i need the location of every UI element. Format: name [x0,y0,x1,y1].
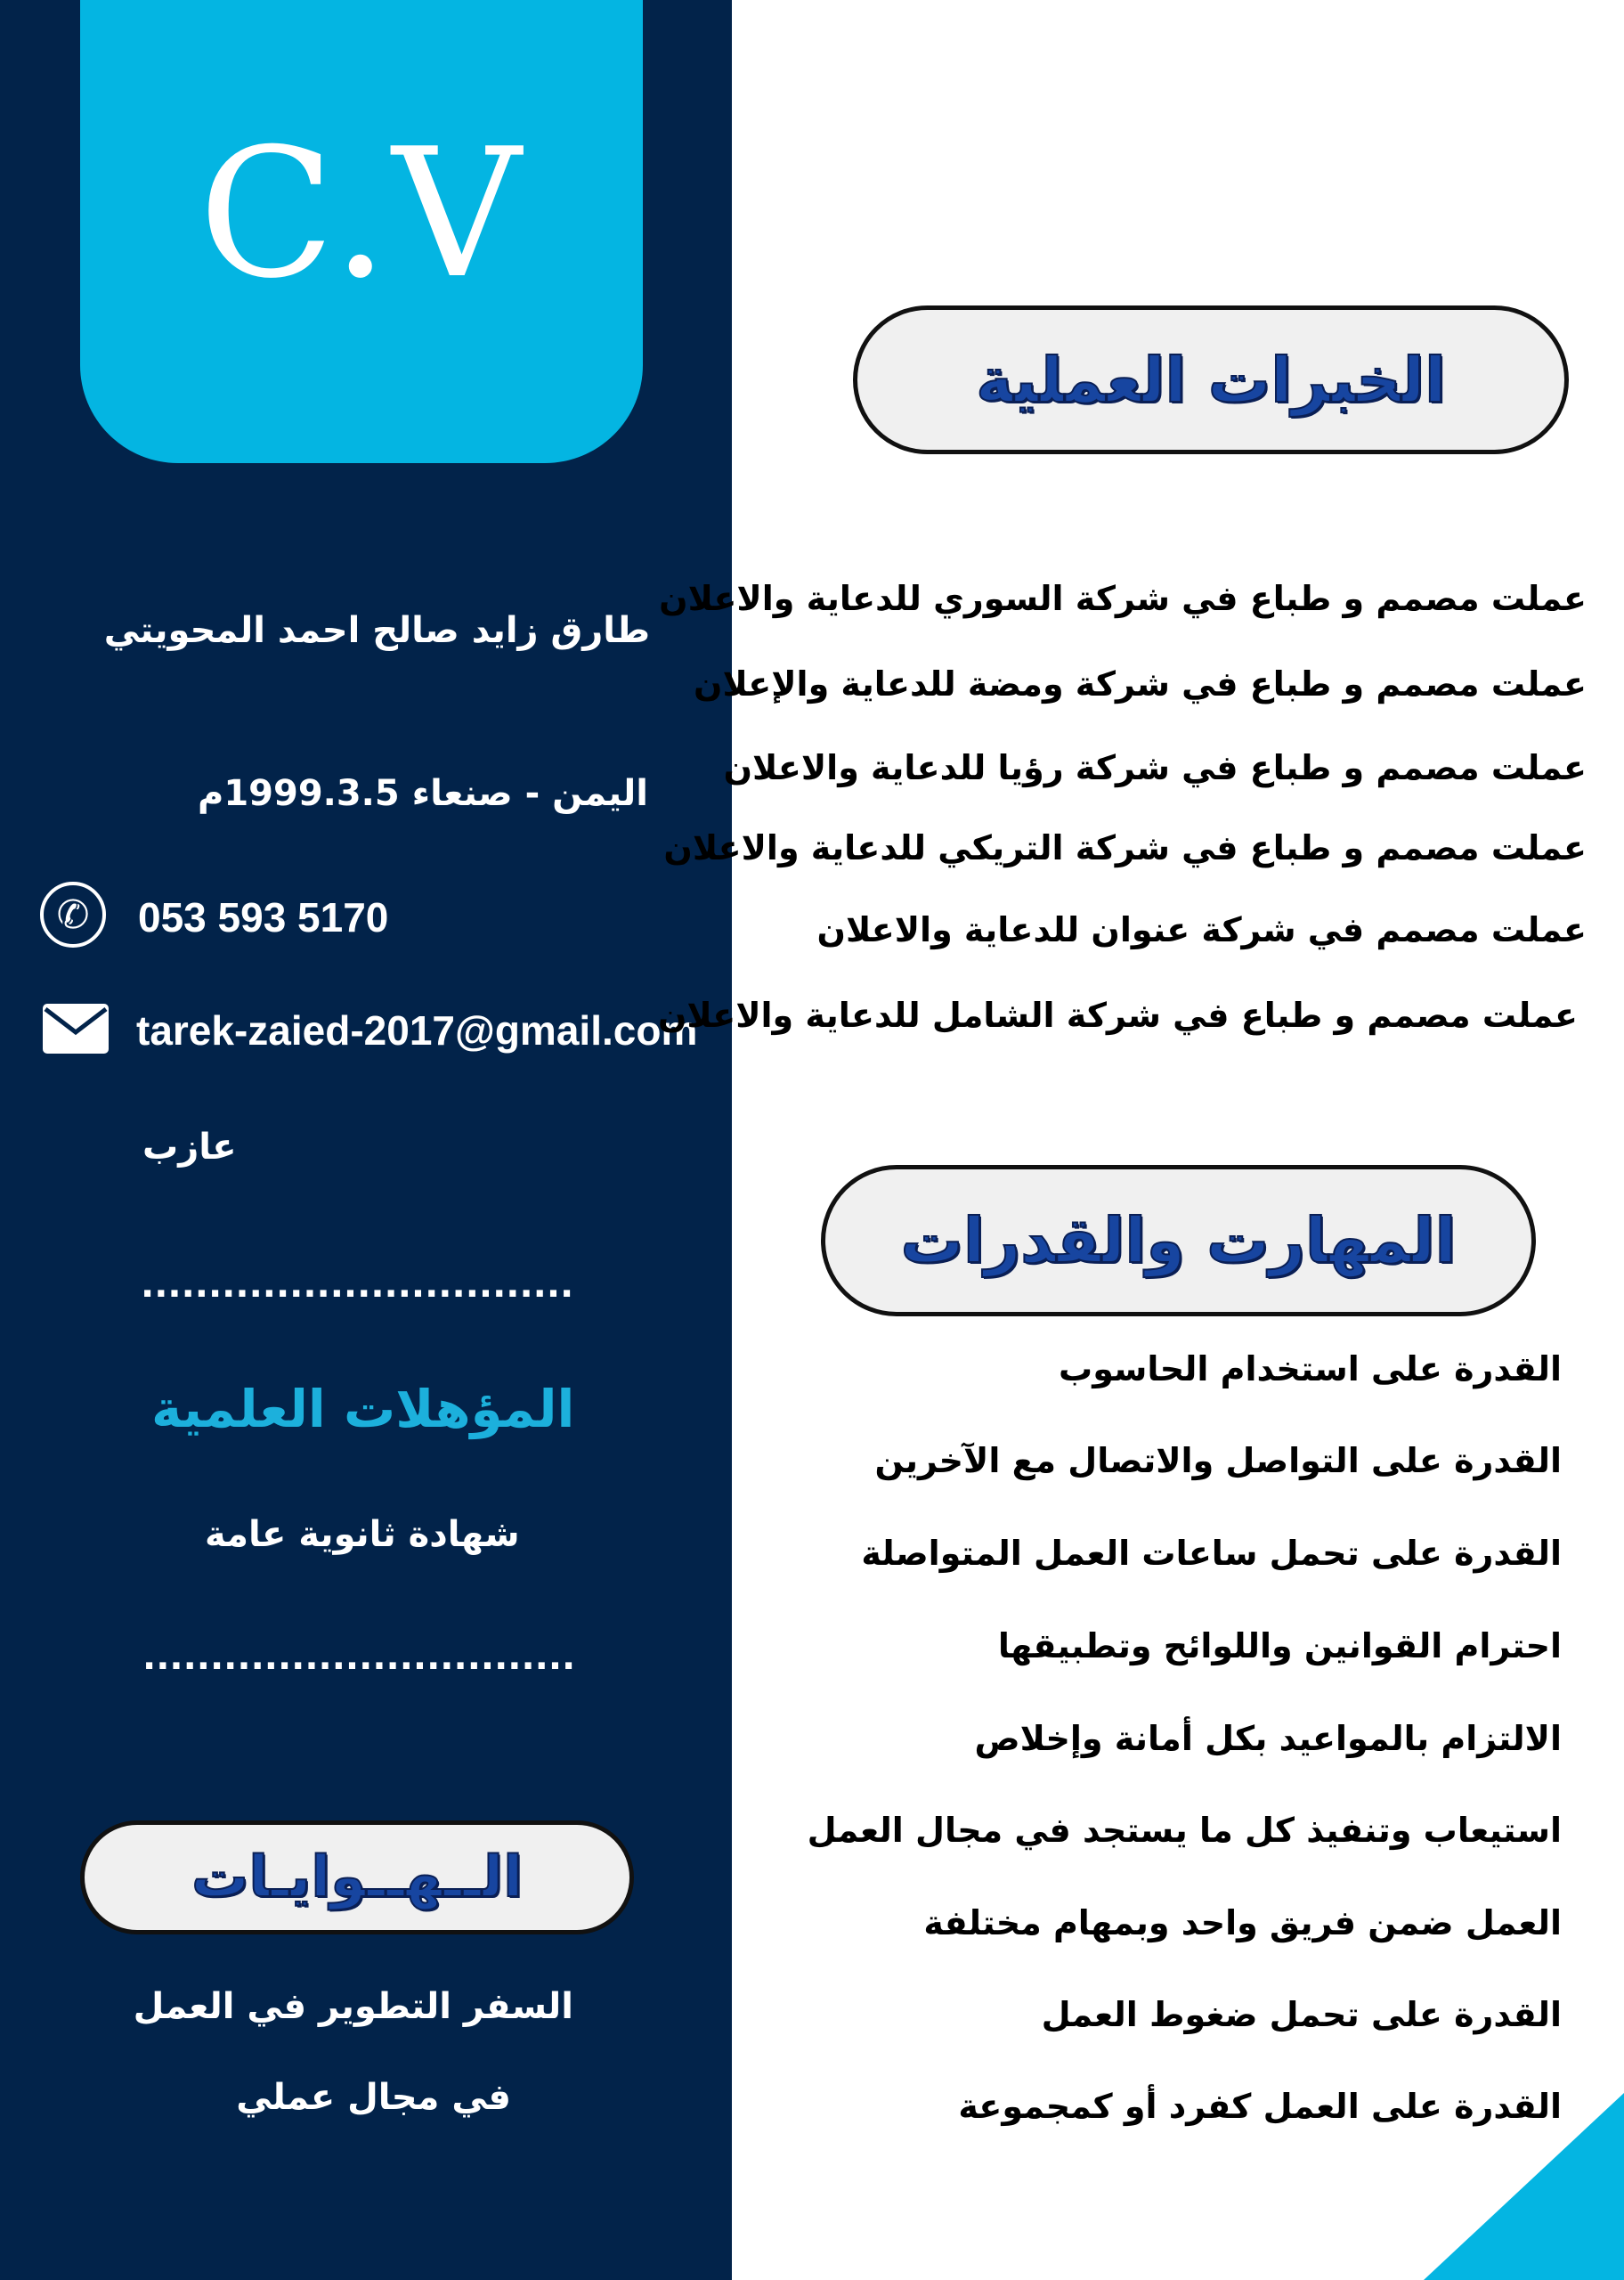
experience-item: عملت مصمم في شركة عنوان للدعاية والاعلان [816,910,1587,949]
phone-number: 053 593 5170 [138,894,389,940]
location-birthdate: اليمن - صنعاء 1999.3.5م [198,773,648,814]
experience-item: عملت مصمم و طباع في شركة التريكي للدعاية والاعلان [663,828,1587,867]
hobby-item: في مجال عملي [236,2077,511,2118]
cv-title-box [80,0,643,463]
skills-heading-pill [821,1165,1536,1316]
email-address: tarek-zaied-2017@gmail.com [136,1007,698,1054]
experience-item: عملت مصمم و طباع في شركة الشامل للدعاية والاعلان [657,996,1578,1035]
experience-heading: الخبرات العملية [976,343,1446,417]
experience-item: عملت مصمم و طباع في شركة ومضة للدعاية والإعلان [694,664,1587,704]
skill-item: استيعاب وتنفيذ كل ما يستجد في مجال العمل [807,1811,1562,1850]
skill-item: العمل ضمن فريق واحد وبمهام مختلفة [923,1903,1562,1942]
phone-icon: ✆ [40,882,106,948]
full-name: طارق زايد صالح احمد المحويتي [103,610,650,651]
skill-item: الالتزام بالمواعيد بكل أمانة وإخلاص [974,1719,1562,1758]
corner-decoration [1424,2093,1624,2280]
skill-item: القدرة على تحمل ساعات العمل المتواصلة [861,1534,1562,1573]
skill-item: القدرة على تحمل ضغوط العمل [1041,1995,1562,2034]
qualification-item: شهادة ثانوية عامة [205,1514,520,1555]
skill-item: القدرة على التواصل والاتصال مع الآخرين [874,1441,1562,1480]
experience-item: عملت مصمم و طباع في شركة رؤيا للدعاية والاعلان [723,748,1587,787]
separator-dots: ................................ [142,1637,576,1678]
hobbies-heading-pill [80,1820,634,1934]
marital-status: عازب [142,1127,237,1168]
cv-title: C.V [199,110,524,318]
skills-heading: المهارت والقدرات [900,1204,1457,1277]
skill-item: القدرة على استخدام الحاسوب [1059,1349,1562,1388]
experience-heading-pill [853,305,1569,454]
skill-item: احترام القوانين واللوائح وتطبيقها [997,1626,1562,1665]
hobbies-heading: الــهــوايـات [191,1844,524,1910]
email-icon [43,1004,109,1054]
experience-item: عملت مصمم و طباع في شركة السوري للدعاية والاعلان [659,579,1587,618]
skill-item: القدرة على العمل كفرد أو كمجموعة [958,2087,1562,2126]
qualifications-heading: المؤهلات العلمية [151,1379,575,1439]
separator-dots: ................................ [141,1265,574,1306]
hobby-item: السفر التطوير في العمل [133,1986,573,2027]
